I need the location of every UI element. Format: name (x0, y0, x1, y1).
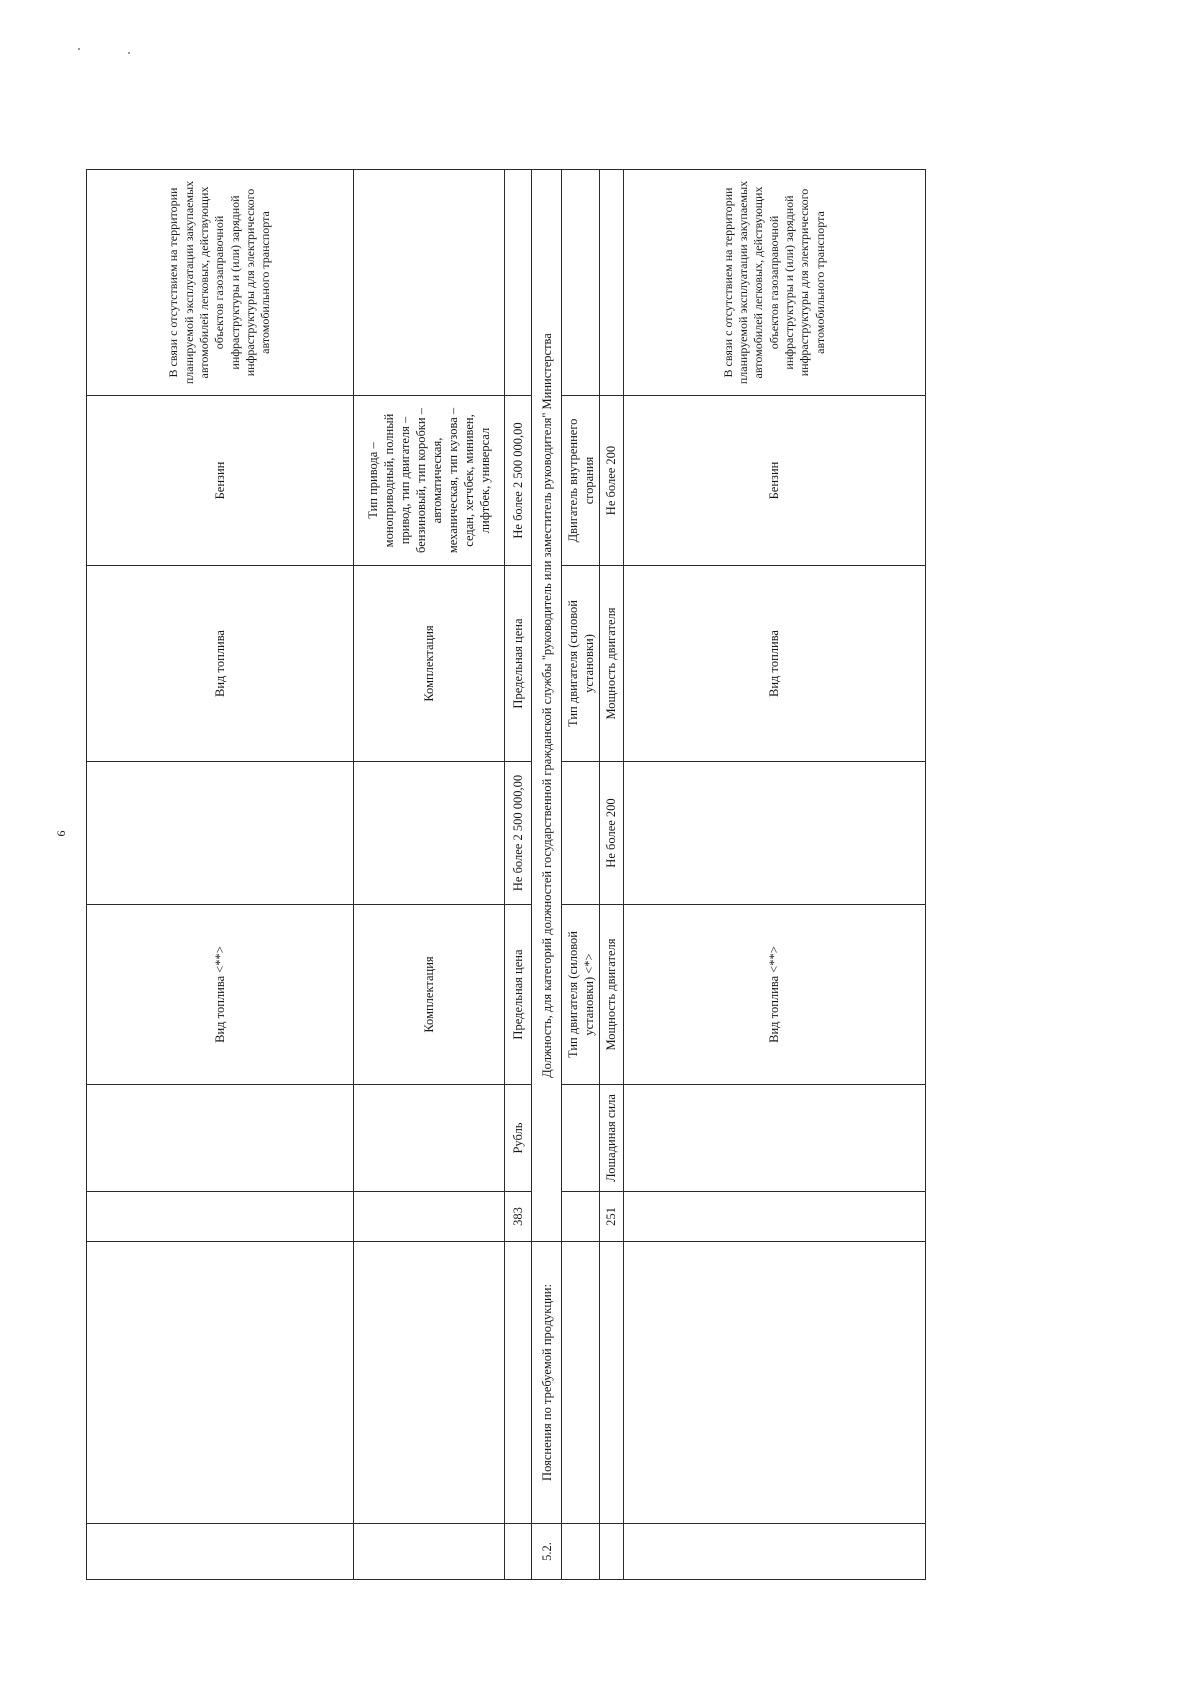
table-row (353, 170, 504, 1580)
document-sheet (86, 170, 926, 1580)
value-cell: Не более 200 (599, 762, 623, 905)
code-cell (353, 1192, 504, 1242)
page-number: 9 (54, 830, 69, 837)
rotated-table-container (86, 170, 926, 1580)
code-cell: 251 (599, 1192, 623, 1242)
characteristic-cell: Комплектация (353, 905, 504, 1085)
param-cell: Комплектация (353, 566, 504, 762)
row-number-cell (562, 1524, 599, 1580)
clarification-label: Пояснения по требуемой продукции: (532, 1242, 562, 1524)
justification-cell (504, 170, 531, 396)
code-cell (87, 1192, 354, 1242)
row-number-cell (504, 1524, 531, 1580)
justification-cell (353, 170, 504, 396)
scan-speck (78, 48, 80, 50)
row-number-cell (353, 1524, 504, 1580)
code-cell (562, 1192, 599, 1242)
justification-cell (599, 170, 623, 396)
unit-cell: Рубль (504, 1085, 531, 1192)
product-cell (562, 1242, 599, 1524)
table-row (562, 170, 599, 1580)
table-row (87, 170, 354, 1580)
value-cell (87, 762, 354, 905)
code-cell: 383 (504, 1192, 531, 1242)
row-number-cell (87, 1524, 354, 1580)
justification-cell: В связи с отсутствием на территории планируемой эксплуатации закупаемых автомобилей легковых, действующих объектов газозаправочной инфраструктуры и (или) зарядной инфраструктуры для электрического автомобильного транспорта (623, 170, 925, 396)
unit-cell (87, 1085, 354, 1192)
unit-cell (562, 1085, 599, 1192)
value-cell (353, 762, 504, 905)
product-cell (353, 1242, 504, 1524)
param-value-cell: Не более 200 (599, 396, 623, 566)
unit-cell (353, 1085, 504, 1192)
param-cell: Мощность двигателя (599, 566, 623, 762)
row-number-cell (623, 1524, 925, 1580)
characteristic-cell: Тип двигателя (силовой установки) <*> (562, 905, 599, 1085)
table-row (623, 170, 925, 1580)
param-value-cell: Не более 2 500 000,00 (504, 396, 531, 566)
param-cell: Вид топлива (623, 566, 925, 762)
param-value-cell: Бензин (623, 396, 925, 566)
table-row (504, 170, 531, 1580)
characteristic-cell: Вид топлива <**> (623, 905, 925, 1085)
section-number: 5.2. (532, 1524, 562, 1580)
value-cell: Не более 2 500 000,00 (504, 762, 531, 905)
param-value-cell: Двигатель внутреннего сгорания (562, 396, 599, 566)
characteristic-cell: Вид топлива <**> (87, 905, 354, 1085)
param-value-cell: Бензин (87, 396, 354, 566)
param-value-cell: Тип привода – моноприводный, полный привод, тип двигателя – бензиновый, тип коробки – автоматическая, механическая, тип кузова – седан, хетчбек, минивен, лифтбек, универсал (353, 396, 504, 566)
value-cell (623, 762, 925, 905)
position-description: Должность, для категорий должностей государственной гражданской службы "руководитель или заместитель руководителя" Министерства (532, 170, 562, 1242)
characteristic-cell: Предельная цена (504, 905, 531, 1085)
scan-speck (128, 52, 130, 54)
product-cell (599, 1242, 623, 1524)
unit-cell (623, 1085, 925, 1192)
product-cell (504, 1242, 531, 1524)
row-number-cell (599, 1524, 623, 1580)
justification-cell (562, 170, 599, 396)
product-cell (87, 1242, 354, 1524)
product-cell (623, 1242, 925, 1524)
characteristic-cell: Мощность двигателя (599, 905, 623, 1085)
value-cell (562, 762, 599, 905)
param-cell: Тип двигателя (силовой установки) (562, 566, 599, 762)
requirements-table (86, 169, 926, 1580)
justification-cell: В связи с отсутствием на территории планируемой эксплуатации закупаемых автомобилей легковых, действующих объектов газозаправочной инфраструктуры и (или) зарядной инфраструктуры для электрического автомобильного транспорта (87, 170, 354, 396)
code-cell (623, 1192, 925, 1242)
unit-cell: Лошадиная сила (599, 1085, 623, 1192)
table-row (599, 170, 623, 1580)
param-cell: Вид топлива (87, 566, 354, 762)
section-row (532, 170, 562, 1580)
param-cell: Предельная цена (504, 566, 531, 762)
